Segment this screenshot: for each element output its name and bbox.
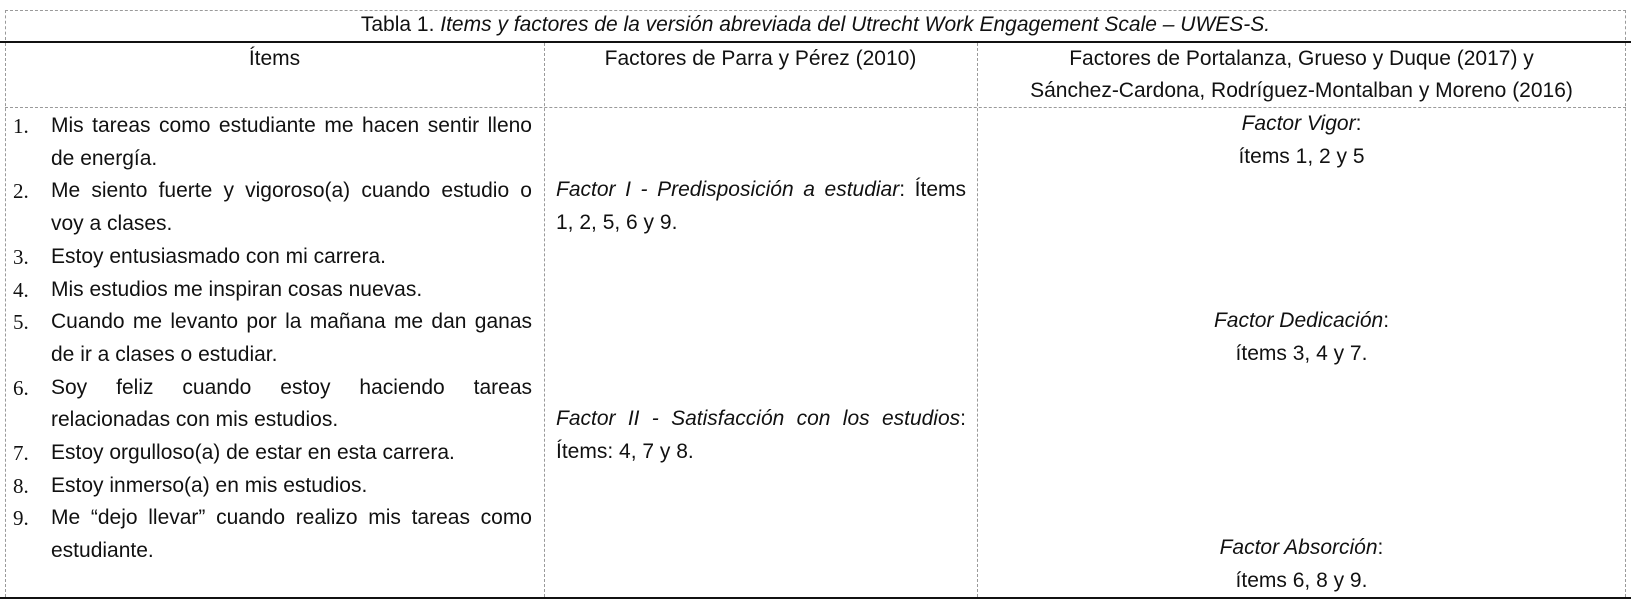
parra-factor-1-detail: : Ítems 1, 2, 5, 6 y 9. xyxy=(556,178,966,234)
item-text: Me “dejo llevar” cuando realizo mis tareas como estudiante. xyxy=(51,506,532,563)
item-text: Me siento fuerte y vigoroso(a) cuando estudio o voy a clases. xyxy=(51,179,532,236)
list-item xyxy=(10,306,532,371)
list-item xyxy=(10,274,532,307)
caption-title: Items y factores de la versión abreviada del Utrecht Work Engagement Scale – UWES-S. xyxy=(440,13,1271,36)
item-text: Soy feliz cuando estoy haciendo tareas relacionadas con mis estudios. xyxy=(51,375,532,432)
item-number: 6. xyxy=(13,375,29,400)
absorcion-suffix: : xyxy=(1377,536,1384,559)
item-text: Mis tareas como estudiante me hacen sentir lleno de energía. xyxy=(51,114,532,170)
column-divider-1 xyxy=(544,43,545,597)
portalanza-factor-vigor xyxy=(977,108,1626,173)
list-item xyxy=(10,470,532,503)
item-number: 9. xyxy=(13,506,29,531)
vigor-items: ítems 1, 2 y 5 xyxy=(1238,144,1365,168)
item-number: 4. xyxy=(13,277,29,302)
item-number: 3. xyxy=(13,244,29,269)
item-number: 5. xyxy=(13,310,29,335)
item-text: Estoy orgulloso(a) de estar en esta carrera. xyxy=(51,441,455,465)
dedicacion-items: ítems 3, 4 y 7. xyxy=(1235,341,1368,365)
item-text: Mis estudios me inspiran cosas nuevas. xyxy=(51,277,423,301)
list-item xyxy=(10,372,532,437)
header-portalanza-line2: Sánchez-Cardona, Rodríguez-Montalban y Moreno (2016) xyxy=(1030,79,1573,102)
parra-factor-2-name: Factor II - Satisfacción con los estudios xyxy=(556,407,961,430)
parra-factor-1 xyxy=(556,174,966,239)
list-item xyxy=(10,437,532,470)
item-text: Estoy entusiasmado con mi carrera. xyxy=(51,244,386,268)
vigor-name: Factor Vigor xyxy=(1241,112,1356,135)
item-text: Cuando me levanto por la mañana me dan ganas de ir a clases o estudiar. xyxy=(51,310,532,366)
list-item xyxy=(10,110,532,175)
item-number: 7. xyxy=(13,441,29,466)
item-number: 1. xyxy=(13,114,29,138)
portalanza-factor-absorcion xyxy=(977,532,1626,597)
parra-factor-2-detail: : Ítems: 4, 7 y 8. xyxy=(556,407,966,463)
column-divider-left xyxy=(5,43,6,597)
header-items: Ítems xyxy=(248,47,301,70)
item-number: 2. xyxy=(13,179,29,204)
portalanza-factor-dedicacion xyxy=(977,305,1626,370)
list-item xyxy=(10,241,532,274)
absorcion-name: Factor Absorción xyxy=(1219,536,1378,559)
item-number: 8. xyxy=(13,473,29,498)
parra-factor-1-name: Factor I - Predisposición a estudiar xyxy=(556,178,900,201)
vigor-suffix: : xyxy=(1355,112,1362,135)
dedicacion-suffix: : xyxy=(1383,309,1390,332)
items-list xyxy=(10,110,532,568)
header-parra: Factores de Parra y Pérez (2010) xyxy=(604,47,917,70)
dedicacion-name: Factor Dedicación xyxy=(1213,309,1384,332)
parra-factor-2 xyxy=(556,403,966,468)
list-item xyxy=(10,502,532,567)
caption-prefix: Tabla 1. xyxy=(360,13,441,36)
list-item xyxy=(10,175,532,240)
table-caption xyxy=(5,10,1626,40)
header-portalanza-line1: Factores de Portalanza, Grueso y Duque (2017) y xyxy=(1069,47,1534,70)
item-text: Estoy inmerso(a) en mis estudios. xyxy=(51,473,368,497)
header-portalanza xyxy=(977,43,1626,107)
absorcion-items: ítems 6, 8 y 9. xyxy=(1235,568,1368,592)
